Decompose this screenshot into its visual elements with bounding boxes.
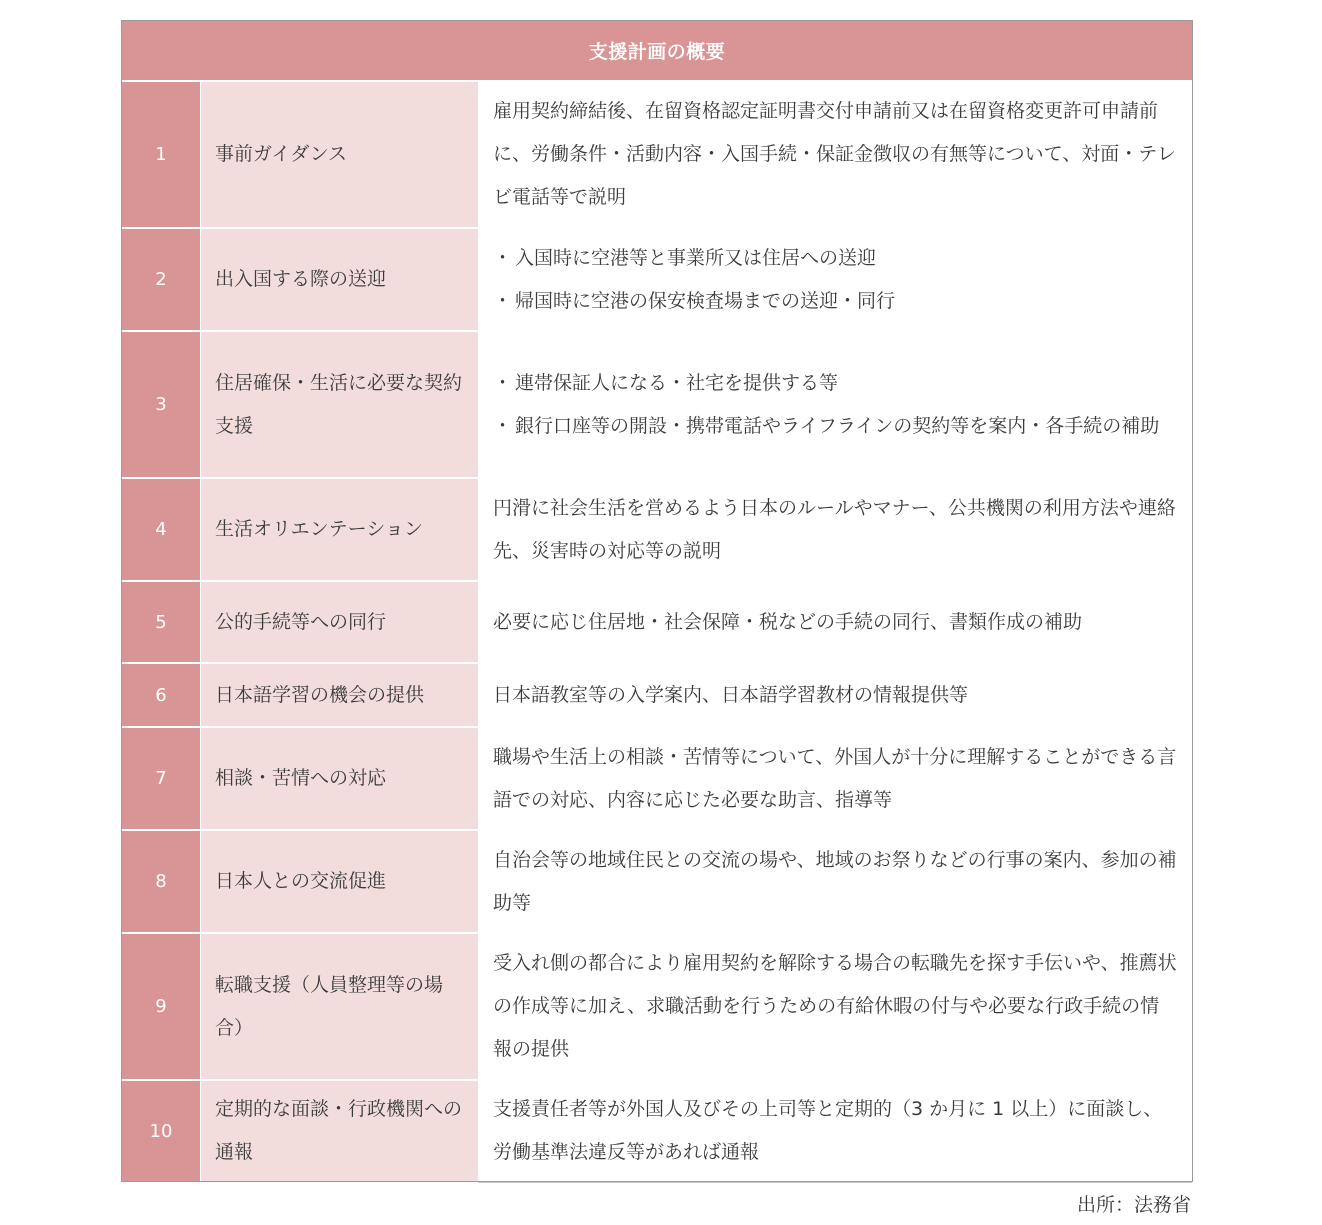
row-description-text: 必要に応じ住居地・社会保障・税などの手続の同行、書類作成の補助 bbox=[493, 610, 1083, 633]
row-item: 転職支援（人員整理等の場合） bbox=[201, 934, 478, 1079]
row-number: 6 bbox=[122, 664, 201, 726]
row-number: 2 bbox=[122, 229, 201, 330]
row-description bbox=[479, 229, 1192, 330]
row-number: 1 bbox=[122, 82, 201, 227]
row-item: 定期的な面談・行政機関への通報 bbox=[201, 1081, 478, 1181]
table-row bbox=[122, 662, 1192, 726]
row-number: 4 bbox=[122, 479, 201, 580]
row-description bbox=[479, 831, 1192, 932]
row-description-text: 円滑に社会生活を営めるよう日本のルールやマナー、公共機関の利用方法や連絡先、災害時の対応等の説明 bbox=[493, 496, 1176, 562]
row-description-text: 支援責任者等が外国人及びその上司等と定期的（3 か月に 1 以上）に面談し、労働基準法違反等があれば通報 bbox=[493, 1098, 1163, 1163]
row-description bbox=[479, 934, 1192, 1079]
row-description bbox=[479, 1081, 1192, 1181]
row-description-text: 自治会等の地域住民との交流の場や、地域のお祭りなどの行事の案内、参加の補助等 bbox=[493, 848, 1177, 914]
row-description-text: 職場や生活上の相談・苦情等について、外国人が十分に理解することができる言語での対応、内容に応じた必要な助言、指導等 bbox=[493, 745, 1177, 811]
row-description-text: 雇用契約締結後、在留資格認定証明書交付申請前又は在留資格変更許可申請前に、労働条件・活動内容・入国手続・保証金徴収の有無等について、対面・テレビ電話等で説明 bbox=[493, 100, 1176, 208]
bullet-list bbox=[493, 237, 1178, 323]
row-number: 9 bbox=[122, 934, 201, 1079]
list-item: ・ 連帯保証人になる・社宅を提供する等 bbox=[493, 362, 1178, 405]
row-description bbox=[479, 582, 1192, 662]
row-number: 10 bbox=[122, 1081, 201, 1181]
row-description bbox=[479, 332, 1192, 477]
list-item: ・ 銀行口座等の開設・携帯電話やライフラインの契約等を案内・各手続の補助 bbox=[493, 405, 1178, 448]
table-row bbox=[122, 726, 1192, 829]
row-item: 生活オリエンテーション bbox=[201, 479, 478, 580]
row-item: 事前ガイダンス bbox=[201, 82, 478, 227]
row-item: 日本人との交流促進 bbox=[201, 831, 478, 932]
row-number: 5 bbox=[122, 582, 201, 662]
row-number: 8 bbox=[122, 831, 201, 932]
table-row bbox=[122, 1079, 1192, 1181]
row-number: 7 bbox=[122, 728, 201, 829]
row-description bbox=[479, 82, 1192, 227]
row-item: 公的手続等への同行 bbox=[201, 582, 478, 662]
row-description bbox=[479, 728, 1192, 829]
row-item: 日本語学習の機会の提供 bbox=[201, 664, 478, 726]
table-row bbox=[122, 829, 1192, 932]
list-item: ・ 入国時に空港等と事業所又は住居への送迎 bbox=[493, 237, 1178, 280]
source-note: 出所：法務省 bbox=[1076, 1194, 1191, 1216]
table-row bbox=[122, 227, 1192, 330]
table-row bbox=[122, 477, 1192, 580]
row-description bbox=[479, 664, 1192, 726]
row-item: 出入国する際の送迎 bbox=[201, 229, 478, 330]
list-item: ・ 帰国時に空港の保安検査場までの送迎・同行 bbox=[493, 280, 1178, 323]
support-plan-table bbox=[121, 20, 1193, 1182]
table-row bbox=[122, 932, 1192, 1079]
bullet-list bbox=[493, 362, 1178, 448]
row-item: 住居確保・生活に必要な契約支援 bbox=[201, 332, 478, 477]
table-row bbox=[122, 330, 1192, 477]
row-number: 3 bbox=[122, 332, 201, 477]
row-description-text: 日本語教室等の入学案内、日本語学習教材の情報提供等 bbox=[493, 683, 969, 706]
row-item: 相談・苦情への対応 bbox=[201, 728, 478, 829]
row-description-text: 受入れ側の都合により雇用契約を解除する場合の転職先を探す手伝いや、推薦状の作成等に加え、求職活動を行うための有給休暇の付与や必要な行政手続の情報の提供 bbox=[493, 952, 1177, 1060]
table-row bbox=[122, 580, 1192, 662]
row-description bbox=[479, 479, 1192, 580]
table-title: 支援計画の概要 bbox=[122, 21, 1192, 80]
table-row bbox=[122, 80, 1192, 227]
